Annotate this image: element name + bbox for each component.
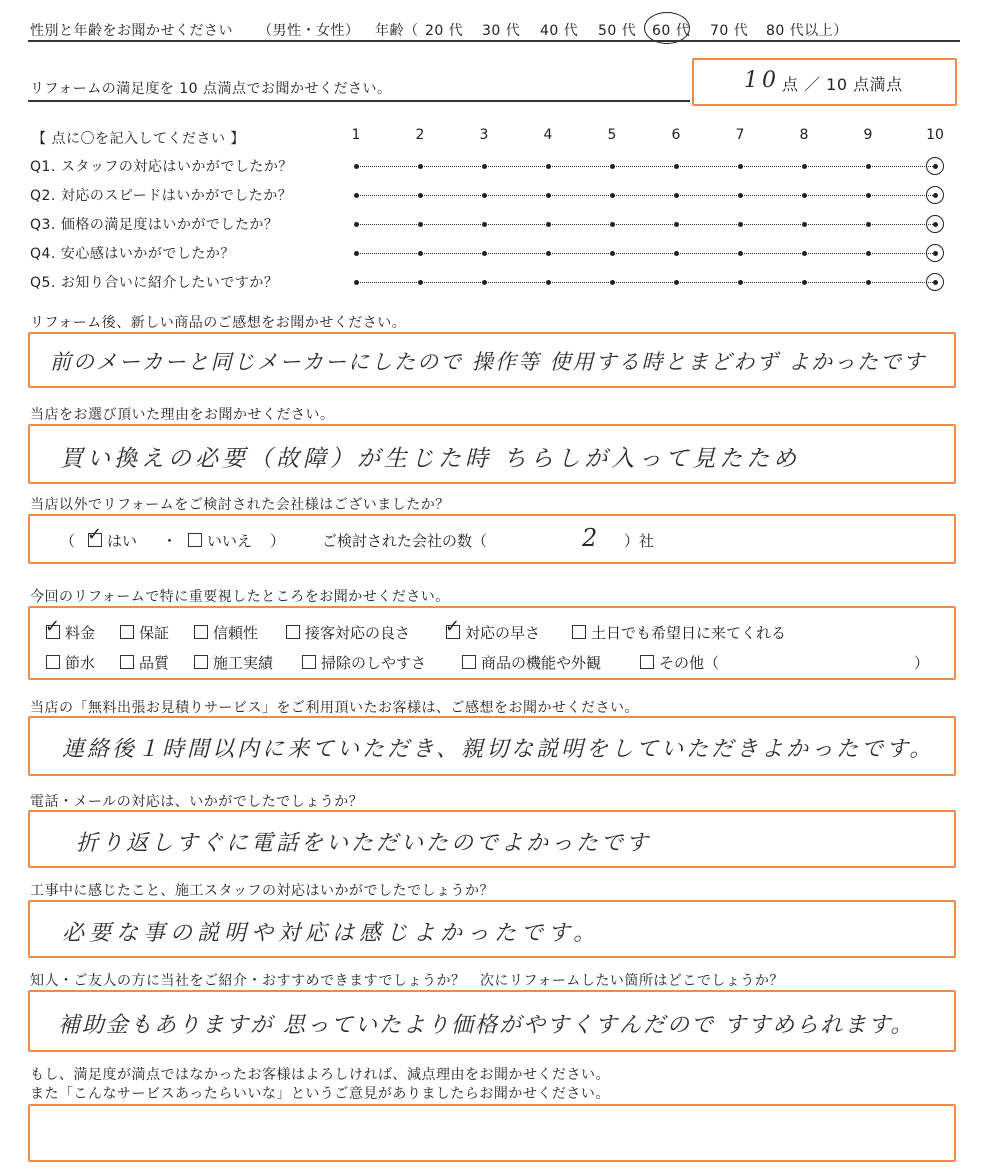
- yes-checkbox[interactable]: ✓: [87, 524, 103, 545]
- question-5-point-6[interactable]: [674, 280, 679, 285]
- question-4-point-2[interactable]: [418, 251, 423, 256]
- impression-answer-box[interactable]: [28, 332, 956, 388]
- question-3-point-7[interactable]: [738, 222, 743, 227]
- question-1-point-3[interactable]: [482, 164, 487, 169]
- scale-number-4: 4: [543, 127, 553, 143]
- priority-checkbox[interactable]: [194, 625, 208, 639]
- question-3-label: Q3. 価格の満足度はいかがでしたか？: [30, 217, 279, 233]
- other-open-paren: （: [60, 532, 76, 550]
- priority-option-row1-6[interactable]: 土日でも希望日に来てくれる: [572, 622, 786, 643]
- question-1-point-8[interactable]: [802, 164, 807, 169]
- question-1-point-2[interactable]: [418, 164, 423, 169]
- priority-checkbox[interactable]: [194, 655, 208, 669]
- priority-option-row1-4[interactable]: 接客対応の良さ: [286, 622, 410, 643]
- question-4-label: Q4. 安心感はいかがでしたか？: [30, 246, 235, 262]
- scale-number-9: 9: [863, 127, 873, 143]
- construction-answer: 必要な事の説明や対応は感じよかったです。: [62, 921, 601, 946]
- question-4-scale-line: [356, 253, 935, 254]
- referral-answer: 補助金もありますが 思っていたより価格がやすくすんだので すすめられます。: [58, 1013, 915, 1038]
- priority-option-row1-3[interactable]: 信頼性: [194, 622, 258, 643]
- age-option-20: 20 代: [425, 23, 464, 39]
- reason-answer: 買い換えの必要（故障）が生じた時 ちらしが入って見たため: [60, 446, 801, 472]
- question-3-selected-circle: [926, 215, 944, 233]
- question-1-point-6[interactable]: [674, 164, 679, 169]
- question-5-label: Q5. お知り合いに紹介したいですか？: [30, 275, 279, 291]
- company-count-suffix: ）社: [624, 532, 655, 550]
- scale-number-8: 8: [799, 127, 809, 143]
- other-close-paren: ）: [270, 532, 286, 550]
- priority-checkbox[interactable]: [286, 625, 300, 639]
- question-3-point-3[interactable]: [482, 222, 487, 227]
- satisfaction-score-value: 10: [744, 68, 780, 93]
- question-2-scale-line: [356, 195, 935, 196]
- question-4-point-1[interactable]: [354, 251, 359, 256]
- age-option-80: 80 代以上）: [766, 23, 848, 39]
- question-3-point-5[interactable]: [610, 222, 615, 227]
- priority-checkbox[interactable]: ✓: [445, 616, 461, 637]
- question-4-point-8[interactable]: [802, 251, 807, 256]
- question-5-scale-line: [356, 282, 935, 283]
- scale-number-2: 2: [415, 127, 425, 143]
- priority-option-row2-3[interactable]: 施工実績: [194, 652, 273, 673]
- question-1-point-1[interactable]: [354, 164, 359, 169]
- scale-number-5: 5: [607, 127, 617, 143]
- priority-option-row2-1[interactable]: 節水: [46, 652, 95, 673]
- other-close-paren-2: ）: [914, 654, 930, 672]
- priority-option-row1-1[interactable]: ✓ 料金: [45, 616, 96, 642]
- question-2-point-4[interactable]: [546, 193, 551, 198]
- priority-option-row2-2[interactable]: 品質: [120, 652, 169, 673]
- priority-checkbox[interactable]: [120, 655, 134, 669]
- question-4-point-9[interactable]: [866, 251, 871, 256]
- question-5-selected-circle: [926, 273, 944, 291]
- other-companies-box[interactable]: [28, 514, 956, 564]
- priority-option-row2-6[interactable]: その他（: [640, 652, 719, 673]
- question-2-point-2[interactable]: [418, 193, 423, 198]
- referral-prompt: 知人・ご友人の方に当社をご紹介・おすすめできますでしょうか？ 次にリフォームしたい箇所はどこでしょうか？: [30, 973, 784, 989]
- question-5-point-1[interactable]: [354, 280, 359, 285]
- phone-email-answer-box[interactable]: [28, 810, 956, 868]
- question-2-point-5[interactable]: [610, 193, 615, 198]
- age-option-40: 40 代: [540, 23, 579, 39]
- other-companies-prompt: 当店以外でリフォームをご検討された会社様はございましたか？: [30, 497, 450, 513]
- question-5-point-9[interactable]: [866, 280, 871, 285]
- other-separator: ・: [162, 532, 178, 550]
- other-yes-option[interactable]: ✓ はい: [87, 524, 138, 550]
- scale-number-10: 10: [926, 127, 944, 143]
- deduction-prompt-line-2: また「こんなサービスあったらいいな」というご意見がありましたらお聞かせください。: [30, 1086, 610, 1102]
- construction-prompt: 工事中に感じたこと、施工スタッフの対応はいかがでしたでしょうか？: [30, 883, 494, 899]
- phone-email-prompt: 電話・メールの対応は、いかがでしたでしょうか？: [30, 794, 364, 810]
- question-3-point-2[interactable]: [418, 222, 423, 227]
- question-2-label: Q2. 対応のスピードはいかがでしたか？: [30, 188, 293, 204]
- priority-option-row2-4[interactable]: 掃除のしやすさ: [302, 652, 426, 673]
- question-3-point-4[interactable]: [546, 222, 551, 227]
- question-4-point-4[interactable]: [546, 251, 551, 256]
- company-count-label: ご検討された会社の数（: [322, 532, 488, 550]
- estimate-answer-box[interactable]: [28, 716, 956, 776]
- question-5-point-7[interactable]: [738, 280, 743, 285]
- question-1-scale-line: [356, 166, 935, 167]
- reason-prompt: 当店をお選び頂いた理由をお聞かせください。: [30, 407, 335, 423]
- estimate-answer: 連絡後１時間以内に来ていただき、親切な説明をしていただきよかったです。: [62, 737, 935, 762]
- question-3-point-1[interactable]: [354, 222, 359, 227]
- question-1-point-5[interactable]: [610, 164, 615, 169]
- priority-checkbox[interactable]: [640, 655, 654, 669]
- priority-option-row1-2[interactable]: 保証: [120, 622, 169, 643]
- priority-checkbox[interactable]: [302, 655, 316, 669]
- no-checkbox[interactable]: [188, 533, 202, 547]
- reason-answer-box[interactable]: [28, 424, 956, 484]
- age-label: 年齢（: [375, 23, 419, 39]
- age-option-50: 50 代: [598, 23, 637, 39]
- other-no-option[interactable]: いいえ: [188, 530, 252, 551]
- priority-option-row1-5[interactable]: ✓ 対応の早さ: [445, 616, 541, 642]
- satisfaction-score-unit: 点 ／ 10 点満点: [782, 75, 903, 94]
- question-5-point-5[interactable]: [610, 280, 615, 285]
- question-1-point-7[interactable]: [738, 164, 743, 169]
- deduction-prompt-line-1: もし、満足度が満点ではなかったお客様はよろしければ、減点理由をお聞かせください。: [30, 1067, 610, 1083]
- scale-number-6: 6: [671, 127, 681, 143]
- rating-instruction: 【 点に〇を記入してください 】: [32, 131, 245, 147]
- satisfaction-prompt: リフォームの満足度を 10 点満点でお聞かせください。: [30, 81, 392, 97]
- question-2-point-1[interactable]: [354, 193, 359, 198]
- gender-age-prompt: 性別と年齢をお聞かせください: [30, 23, 233, 39]
- scale-number-1: 1: [351, 127, 361, 143]
- referral-answer-box[interactable]: [28, 990, 956, 1052]
- question-2-point-9[interactable]: [866, 193, 871, 198]
- deduction-answer-box[interactable]: [28, 1104, 956, 1162]
- priority-checkbox[interactable]: [120, 625, 134, 639]
- question-4-point-6[interactable]: [674, 251, 679, 256]
- question-4-point-5[interactable]: [610, 251, 615, 256]
- question-1-label: Q1. スタッフの対応はいかがでしたか？: [30, 159, 293, 175]
- priority-checkbox[interactable]: [572, 625, 586, 639]
- age-option-60: 60 代: [652, 23, 691, 39]
- question-3-point-6[interactable]: [674, 222, 679, 227]
- priorities-box[interactable]: [28, 606, 956, 680]
- question-3-point-9[interactable]: [866, 222, 871, 227]
- question-1-point-9[interactable]: [866, 164, 871, 169]
- question-2-point-3[interactable]: [482, 193, 487, 198]
- construction-answer-box[interactable]: [28, 900, 956, 958]
- company-count-value: 2: [582, 524, 602, 552]
- impression-answer: 前のメーカーと同じメーカーにしたので 操作等 使用する時とまどわず よかったです: [50, 350, 927, 374]
- question-2-point-7[interactable]: [738, 193, 743, 198]
- priorities-prompt: 今回のリフォームで特に重要視したところをお聞かせください。: [30, 589, 450, 605]
- satisfaction-score-box[interactable]: [692, 58, 957, 106]
- question-5-point-2[interactable]: [418, 280, 423, 285]
- estimate-prompt: 当店の「無料出張お見積りサービス」をご利用頂いたお客様は、ご感想をお聞かせください。: [30, 700, 639, 716]
- satisfaction-rule: [28, 100, 690, 102]
- scale-number-7: 7: [735, 127, 745, 143]
- priority-checkbox[interactable]: ✓: [45, 616, 61, 637]
- question-5-point-4[interactable]: [546, 280, 551, 285]
- age-option-30: 30 代: [482, 23, 521, 39]
- question-5-point-8[interactable]: [802, 280, 807, 285]
- question-4-point-3[interactable]: [482, 251, 487, 256]
- question-3-scale-line: [356, 224, 935, 225]
- priority-option-row2-5[interactable]: 商品の機能や外観: [462, 652, 601, 673]
- impression-prompt: リフォーム後、新しい商品のご感想をお聞かせください。: [30, 315, 407, 331]
- question-2-selected-circle: [926, 186, 944, 204]
- question-5-point-3[interactable]: [482, 280, 487, 285]
- question-4-selected-circle: [926, 244, 944, 262]
- priority-checkbox[interactable]: [46, 655, 60, 669]
- question-1-point-4[interactable]: [546, 164, 551, 169]
- header-rule: [28, 40, 960, 42]
- question-2-point-6[interactable]: [674, 193, 679, 198]
- priority-checkbox[interactable]: [462, 655, 476, 669]
- phone-email-answer: 折り返しすぐに電話をいただいたのでよかったです: [76, 831, 652, 856]
- question-4-point-7[interactable]: [738, 251, 743, 256]
- question-3-point-8[interactable]: [802, 222, 807, 227]
- question-2-point-8[interactable]: [802, 193, 807, 198]
- scale-number-3: 3: [479, 127, 489, 143]
- age-option-70: 70 代: [710, 23, 749, 39]
- question-1-selected-circle: [926, 157, 944, 175]
- gender-options: （男性・女性）: [258, 23, 360, 39]
